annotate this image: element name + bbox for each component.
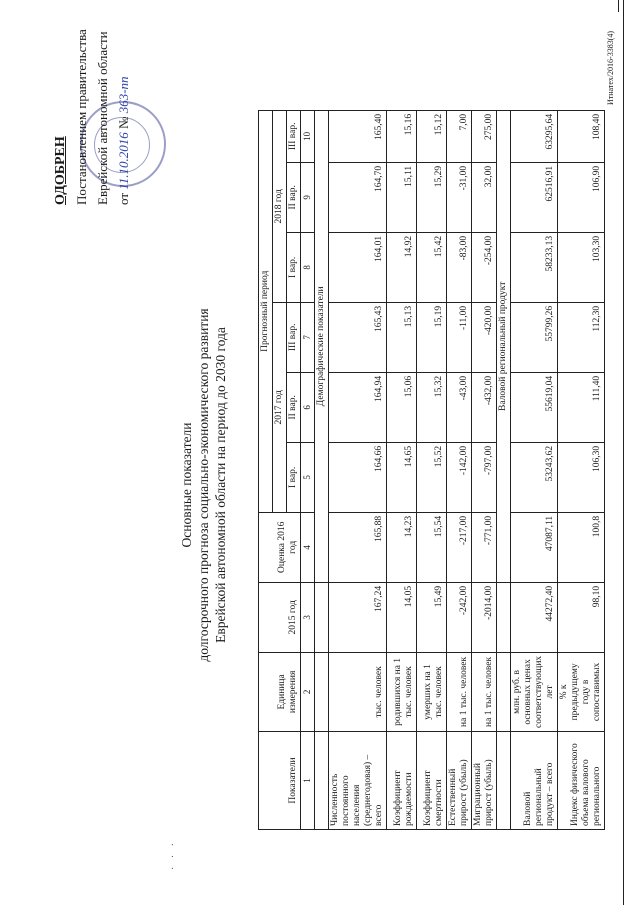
value-cell: 55619,04 [511, 372, 558, 442]
title-line3: Еврейской автономной области на период до 2030 года [213, 327, 228, 643]
indicator-name: Индекс физического объема валового регионального [558, 732, 605, 830]
value-cell: 111,40 [558, 372, 605, 442]
value-cell: -217,00 [447, 512, 472, 582]
value-cell: 164,94 [329, 372, 387, 442]
column-index-cell: 4 [301, 512, 315, 582]
value-cell: 32,00 [472, 162, 497, 232]
value-cell: 15,19 [417, 302, 447, 372]
value-cell: 14,92 [387, 232, 417, 302]
unit-cell: на 1 тыс. человек [472, 652, 497, 731]
value-cell: 106,90 [558, 162, 605, 232]
value-cell: 106,30 [558, 442, 605, 512]
column-index-cell: 3 [301, 582, 315, 652]
value-cell: 14,65 [387, 442, 417, 512]
scan-dots: · · · [168, 840, 179, 870]
table-row [447, 110, 472, 829]
table-row [387, 110, 417, 829]
table-row [558, 110, 605, 829]
value-cell: -142,00 [447, 442, 472, 512]
value-cell: 164,01 [329, 232, 387, 302]
value-cell: 15,06 [387, 372, 417, 442]
value-cell: 15,49 [417, 582, 447, 652]
value-cell: 164,70 [329, 162, 387, 232]
table-row [329, 110, 387, 829]
approval-date: 11.10.2016 [116, 132, 131, 190]
value-cell: 14,05 [387, 582, 417, 652]
header-2018: 2018 год [273, 110, 287, 302]
column-index-cell: 8 [301, 232, 315, 302]
approval-block [50, 15, 134, 205]
column-index-cell: 9 [301, 162, 315, 232]
unit-cell: млн. руб. в основных ценах соответствующих лет [511, 652, 558, 731]
header-unit: Единица измерения [259, 652, 301, 731]
indicator-name: Численность постоянного населения (среднегодовая) – всего [329, 732, 387, 830]
value-cell: -797,00 [472, 442, 497, 512]
table-body [259, 110, 605, 829]
header-2017-v3: III вар. [287, 302, 301, 372]
header-2016: Оценка 2016 год [259, 512, 301, 582]
header-2018-v2: II вар. [287, 162, 301, 232]
unit-cell: на 1 тыс. человек [447, 652, 472, 731]
section-title: Демографические показатели [315, 110, 329, 582]
value-cell: 14,23 [387, 512, 417, 582]
column-index-cell: 2 [301, 652, 315, 731]
table-row [511, 110, 558, 829]
section-spacer-cell [497, 652, 511, 731]
value-cell: -83,00 [447, 232, 472, 302]
value-cell: 165,88 [329, 512, 387, 582]
value-cell: 15,16 [387, 110, 417, 162]
column-index-cell: 7 [301, 302, 315, 372]
date-prefix: от [116, 192, 131, 205]
column-index-row [301, 110, 315, 829]
value-cell: 98,10 [558, 582, 605, 652]
value-cell: 108,40 [558, 110, 605, 162]
column-index-cell: 10 [301, 110, 315, 162]
section-spacer-cell [497, 732, 511, 830]
column-index-cell: 5 [301, 442, 315, 512]
value-cell: 58233,13 [511, 232, 558, 302]
header-2018-v3: III вар. [287, 110, 301, 162]
value-cell: -254,00 [472, 232, 497, 302]
section-row [497, 110, 511, 829]
indicator-name: Валовой региональный продукт – всего [511, 732, 558, 830]
value-cell: 167,24 [329, 582, 387, 652]
value-cell: 44272,40 [511, 582, 558, 652]
column-index-cell: 1 [301, 732, 315, 830]
scan-mark [618, 0, 619, 12]
value-cell: 15,52 [417, 442, 447, 512]
value-cell: -420,00 [472, 302, 497, 372]
indicator-name: Коэффициент рождаемости [387, 732, 417, 830]
value-cell: -2014,00 [472, 582, 497, 652]
indicator-name: Естественный прирост (убыль) [447, 732, 472, 830]
header-2017-v1: I вар. [287, 442, 301, 512]
section-title: Валовой региональный продукт [497, 110, 511, 582]
section-row [315, 110, 329, 829]
value-cell: 275,00 [472, 110, 497, 162]
section-spacer-cell [315, 652, 329, 731]
value-cell: 165,43 [329, 302, 387, 372]
value-cell: 103,30 [558, 232, 605, 302]
unit-cell: родившихся на 1 тыс. человек [387, 652, 417, 731]
value-cell: -432,00 [472, 372, 497, 442]
unit-cell: тыс. человек [329, 652, 387, 731]
value-cell: -771,00 [472, 512, 497, 582]
footer-code: Итнатех/2016-3383(4) [606, 30, 615, 105]
scan-edge-line [623, 0, 624, 905]
header-2018-v1: I вар. [287, 232, 301, 302]
approval-date-line [113, 15, 134, 205]
value-cell: -31,00 [447, 162, 472, 232]
table-row [472, 110, 497, 829]
indicator-name: Коэффициент смертности [417, 732, 447, 830]
header-row-1 [259, 110, 273, 829]
approval-heading: ОДОБРЕН [53, 136, 68, 205]
header-2015: 2015 год [259, 582, 301, 652]
value-cell: 15,54 [417, 512, 447, 582]
header-forecast: Прогнозный период [259, 110, 273, 512]
approval-number: 363-пп [116, 76, 131, 114]
value-cell: 55799,26 [511, 302, 558, 372]
value-cell: 15,11 [387, 162, 417, 232]
column-index-cell: 6 [301, 372, 315, 442]
value-cell: -43,00 [447, 372, 472, 442]
header-2017-v2: II вар. [287, 372, 301, 442]
value-cell: 15,32 [417, 372, 447, 442]
value-cell: 53243,62 [511, 442, 558, 512]
value-cell: 63295,64 [511, 110, 558, 162]
approval-line2: Еврейской автономной области [95, 31, 110, 205]
value-cell: 112,30 [558, 302, 605, 372]
value-cell: 15,29 [417, 162, 447, 232]
value-cell: 100,8 [558, 512, 605, 582]
document-title [178, 275, 229, 695]
section-spacer-cell [315, 582, 329, 652]
value-cell: 7,00 [447, 110, 472, 162]
unit-cell: умерших на 1 тыс. человек [417, 652, 447, 731]
table-row [417, 110, 447, 829]
section-spacer-cell [315, 732, 329, 830]
approval-line1: Постановлением правительства [74, 29, 89, 205]
value-cell: 15,42 [417, 232, 447, 302]
value-cell: 15,12 [417, 110, 447, 162]
indicator-name: Миграционный прирост (убыль) [472, 732, 497, 830]
value-cell: 62516,91 [511, 162, 558, 232]
indicators-table [258, 110, 605, 830]
value-cell: 15,13 [387, 302, 417, 372]
unit-cell: % к предыдущему году в сопоставимых [558, 652, 605, 731]
value-cell: 165,40 [329, 110, 387, 162]
value-cell: 164,66 [329, 442, 387, 512]
header-2017: 2017 год [273, 302, 287, 512]
value-cell: -242,00 [447, 582, 472, 652]
title-line2: долгосрочного прогноза социально-экономического развития [196, 308, 211, 662]
header-indicator: Показатели [259, 732, 301, 830]
title-line1: Основные показатели [179, 422, 194, 548]
value-cell: 47087,11 [511, 512, 558, 582]
number-prefix: № [116, 116, 131, 129]
section-spacer-cell [497, 582, 511, 652]
value-cell: -11,00 [447, 302, 472, 372]
